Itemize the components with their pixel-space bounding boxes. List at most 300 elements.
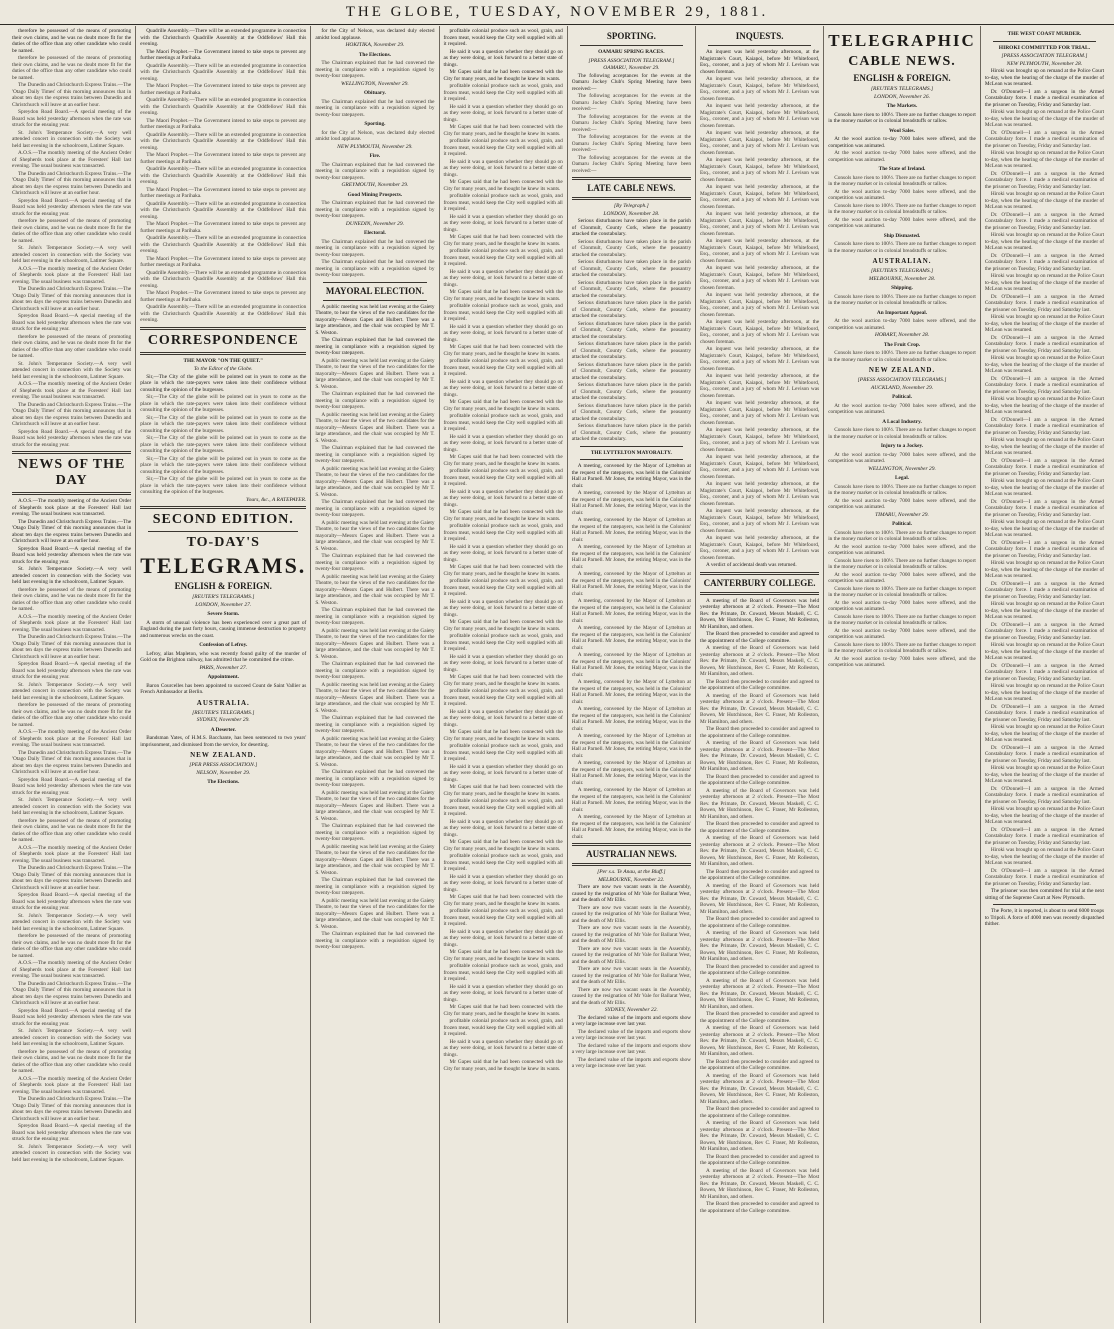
article-paragraph: therefore be possessed of the means of promoting their own claims, and he was no doubt more fit for the duties of the office than any other candidate who could be named.	[12, 1048, 132, 1074]
item-heading: Sporting.	[364, 121, 386, 127]
article-paragraph: The Maori Prophet.—The Government intend to take steps to prevent any further meetings at Parihaka.	[140, 48, 307, 61]
article-paragraph: The Dunedin and Christchurch Express Trains.—The 'Otago Daily Times' of this morning announces that in about ten days the express trains between Dunedin and Christchurch will leave at an earlier hour.	[12, 634, 132, 660]
dateline: DUNEDIN, November 29.	[345, 220, 404, 227]
article-paragraph: The Maori Prophet.—The Government intend to take steps to prevent any further meetings at Parihaka.	[140, 186, 307, 199]
article-paragraph: Consols have risen to 100½. There are no further changes to report in the money market or in colonial breadstuffs or tallow.	[828, 557, 976, 570]
article-paragraph: Dr. O'Donnell—I am a surgeon in the Armed Constabulary force. I made a medical examination of the prisoner on Tuesday, Friday and Saturday last.	[984, 744, 1105, 764]
item-heading: Political.	[892, 521, 912, 527]
article-paragraph: The Chairman explained that he had convened the meeting in compliance with a requisition signed by twenty-four ratepayers.	[315, 661, 435, 680]
article-paragraph: Consols have risen to 100½. There are no further changes to report in the money market or in colonial breadstuffs or tallow.	[828, 427, 976, 440]
item-heading: Ship Dismasted.	[883, 232, 921, 239]
article-paragraph: The Maori Prophet.—The Government intend to take steps to prevent any further meetings at Parihaka.	[140, 221, 307, 234]
item-heading: Injury to a Jockey.	[880, 443, 924, 449]
article-paragraph: therefore be possessed of the means of promoting their own claims, and he was no doubt more fit for the duties of the office than any other candidate who could be named.	[12, 218, 132, 244]
article-paragraph: Quadrille Assembly.—There will be an extended programme in connection with the Christchurch Quadrille Assembly at the Oddfellows' Hall this evening.	[140, 304, 307, 323]
item-heading: Appointment.	[207, 674, 239, 680]
rule	[148, 531, 298, 532]
column-4	[440, 26, 568, 1323]
article-paragraph: The Chairman explained that he had convened the meeting in compliance with a requisition signed by twenty-four ratepayers.	[315, 161, 435, 181]
article-paragraph: Hiroki was brought up on remand at the Police Court to-day, when the hearing of the charge of the murder of McLean was resumed.	[984, 68, 1105, 87]
article-paragraph: He said it was a question whether they should go on as they were doing, or look forward to a better state of things.	[443, 543, 563, 563]
article-paragraph: At the wool auction to-day 7000 bales were offered, and the competition was animated.	[828, 451, 976, 464]
article-paragraph: Dr. O'Donnell—I am a surgeon in the Armed Constabulary force. I made a medical examination of the prisoner on Tuesday, Friday and Saturday last.	[984, 826, 1105, 846]
item-heading: The Fruit Crop.	[883, 341, 921, 348]
article-paragraph: Spreydon Road Board.—A special meeting of the Board was held yesterday afternoon when the rate was struck for the ensuing year.	[12, 428, 132, 448]
item-heading: Obituary.	[363, 90, 386, 96]
article-paragraph: The declared value of the imports and exports show a very large increase over last year.	[571, 1042, 691, 1055]
item-heading: A Deserter.	[210, 726, 236, 733]
source-line: [REUTER'S TELEGRAMS.]	[192, 709, 255, 716]
article-paragraph: He said it was a question whether they should go on as they were doing, or look forward to a better state of things.	[443, 708, 563, 728]
article-paragraph: Dr. O'Donnell—I am a surgeon in the Armed Constabulary force. I made a medical examination of the prisoner on Tuesday, Friday and Saturday last.	[984, 88, 1105, 108]
article-paragraph: He said it was a question whether they should go on as they were doing, or look forward to a better state of things.	[443, 598, 563, 618]
article-paragraph: An inquest was held yesterday afternoon, at the Magistrate's Court, Kaiapoi, before Mr Whitefoord, Esq., coroner, and a jury of whom Mr J. Levison was chosen foreman.	[699, 535, 820, 561]
section-heading: LATE CABLE NEWS.	[587, 183, 676, 193]
article-paragraph: A.O.S.—The monthly meeting of the Ancient Order of Shepherds took place at the Foresters' Hall last evening. The usual business was transacted.	[12, 265, 132, 285]
article-paragraph: The Dunedin and Christchurch Express Trains.—The 'Otago Daily Times' of this morning announces that in about ten days the express trains between Dunedin and Christchurch will leave at an earlier hour.	[12, 518, 132, 544]
article-paragraph: A meeting, convened by the Mayor of Lyttelton at the request of the ratepayers, was held in the Colonists' Hall at Parnell. Mr Jones, the retiring Mayor, was in the chair.	[571, 544, 691, 570]
section-heading: INQUESTS.	[735, 31, 784, 41]
article-paragraph: He said it was a question whether they should go on as they were doing, or look forward to a better state of things.	[443, 1038, 563, 1058]
article-paragraph: He said it was a question whether they should go on as they were doing, or look forward to a better state of things.	[443, 213, 563, 233]
article-paragraph: A.O.S.—The monthly meeting of the Ancient Order of Shepherds took place at the Foresters' Hall last evening. The usual business was transacted.	[12, 729, 132, 748]
article-paragraph: Mr Gapes said that he had been connected with the City for many years, and he thought he knew its wants.	[443, 949, 563, 962]
article-paragraph: A meeting, convened by the Mayor of Lyttelton at the request of the ratepayers, was held in the Colonists' Hall at Parnell. Mr Jones, the retiring Mayor, was in the chair.	[571, 787, 691, 813]
dateline: OAMARU, November 29.	[603, 65, 660, 71]
article-paragraph: profitable colonial produce such as wool, grain, and frozen meat, would keep the City well supplied with all it required.	[443, 303, 563, 322]
rule	[580, 446, 683, 447]
article-paragraph: Spreydon Road Board.—A special meeting of the Board was held yesterday afternoon when the rate was struck for the ensuing year.	[12, 109, 132, 128]
rule	[993, 904, 1096, 905]
article-paragraph: The Dunedin and Christchurch Express Trains.—The 'Otago Daily Times' of this morning announces that in about ten days the express trains between Dunedin and Christchurch will leave at an earlier hour.	[12, 401, 132, 427]
item-heading: OAMARU SPRING RACES.	[598, 49, 665, 55]
article-paragraph: Mr Gapes said that he had been connected with the City for many years, and he thought he knew its wants.	[443, 454, 563, 467]
section-subheading: ENGLISH & FOREIGN.	[853, 73, 951, 83]
article-paragraph: Consols have risen to 100½. There are no further changes to report in the money market or in colonial breadstuffs or tallow.	[828, 641, 976, 654]
article-paragraph: The Board then proceeded to consider and agreed to the appointment of the College committee.	[699, 1106, 820, 1119]
rule	[323, 300, 426, 301]
dateline: GREYMOUTH, November 29.	[341, 182, 409, 188]
article-paragraph: Dr. O'Donnell—I am a surgeon in the Armed Constabulary force. I made a medical examination of the prisoner on Tuesday, Friday and Saturday last.	[984, 539, 1105, 559]
article-paragraph: therefore be possessed of the means of promoting their own claims, and he was no doubt more fit for the duties of the office than any other candidate who could be named.	[12, 55, 132, 81]
letter-salutation: To the Editor of the Globe.	[193, 366, 253, 372]
article-paragraph: Quadrille Assembly.—There will be an extended programme in connection with the Christchurch Quadrille Assembly at the Oddfellows' Hall this evening.	[140, 235, 307, 254]
article-paragraph: therefore be possessed of the means of promoting their own claims, and he was no doubt more fit for the duties of the office than any other candidate who could be named.	[12, 28, 132, 54]
article-paragraph: There are now two vacant seats in the Assembly, caused by the resignation of Mr Vale for Ballarat West, and the death of Mr Ellis.	[571, 904, 691, 924]
article-paragraph: Dr. O'Donnell—I am a surgeon in the Armed Constabulary force. I made a medical examination of the prisoner on Tuesday, Friday and Saturday last.	[984, 170, 1105, 190]
article-paragraph: St. John's Temperance Society.—A very well attended concert in connection with the Society was held last evening in the schoolroom, Latimer Square.	[12, 566, 132, 585]
article-paragraph: Baron Courcelles has been appointed to succeed Count de Saint Vallier as French Ambassador at Berlin.	[140, 682, 307, 695]
article-paragraph: Mr Gapes said that he had been connected with the City for many years, and he thought he knew its wants.	[443, 1004, 563, 1017]
article-paragraph: The Chairman explained that he had convened the meeting in compliance with a requisition signed by twenty-four ratepayers.	[315, 499, 435, 518]
article-paragraph: A.O.S.—The monthly meeting of the Ancient Order of Shepherds took place at the Foresters' Hall last evening. The usual business was transacted.	[12, 498, 132, 517]
article-paragraph: An inquest was held yesterday afternoon, at the Magistrate's Court, Kaiapoi, before Mr Whitefoord, Esq., coroner, and a jury of whom Mr J. Levison was chosen foreman.	[699, 481, 820, 507]
double-rule	[572, 843, 691, 846]
article-paragraph: Hiroki was brought up on remand at the Police Court to-day, when the hearing of the charge of the murder of McLean was resumed.	[984, 560, 1105, 579]
article-paragraph: profitable colonial produce such as wool, grain, and frozen meat, would keep the City well supplied with all it required.	[443, 28, 563, 47]
section-heading: TELEGRAMS.	[140, 553, 307, 578]
dateline: MELBOURNE, November 28.	[868, 275, 936, 282]
article-paragraph: The Chairman explained that he had convened the meeting in compliance with a requisition signed by twenty-four ratepayers.	[315, 769, 435, 788]
double-rule	[140, 352, 306, 355]
column-6	[696, 26, 824, 1323]
section-heading: CANTERBURY COLLEGE.	[703, 577, 816, 588]
article-paragraph: A storm of unusual violence has been experienced over a great part of England during the past forty hours, causing immense destruction to property and numerous wrecks on the coast.	[140, 619, 307, 639]
dateline: AUCKLAND, November 29.	[870, 384, 934, 391]
article-paragraph: A meeting of the Board of Governors was held yesterday afternoon at 2 o'clock. Present—The Most Rev. the Primate, Dr. Coward, Messrs Maskell, C. C. Bowen, Mr Hutchinson, Rev C. Fraser, Mr Rolleston, Mr Hamilton, and others.	[699, 787, 820, 820]
article-paragraph: Serious disturbances have taken place in the parish of Clonmult, County Cork, where the peasantry attacked the constabulary.	[571, 361, 691, 381]
article-paragraph: profitable colonial produce such as wool, grain, and frozen meat, would keep the City well supplied with all it required.	[443, 908, 563, 927]
article-paragraph: Hiroki was brought up on remand at the Police Court to-day, when the hearing of the charge of the murder of McLean was resumed.	[984, 109, 1105, 128]
article-paragraph: At the wool auction to-day 7000 bales were offered, and the competition was animated.	[828, 599, 976, 612]
article-paragraph: A public meeting was held last evening at the Gaiety Theatre, to hear the views of the two candidates for the mayoralty—Messrs Gapes and Hulbert. There was a large attendance, and the chair was occupied by Mr T. S. Weston.	[315, 897, 435, 930]
article-paragraph: Dr. O'Donnell—I am a surgeon in the Armed Constabulary force. I made a medical examination of the prisoner on Tuesday, Friday and Saturday last.	[984, 129, 1105, 149]
section-heading: NEWS OF THE DAY	[17, 457, 126, 488]
article-paragraph: for the City of Nelson, was declared duly elected amidst loud applause.	[315, 28, 435, 41]
section-heading: THE WEST COAST MURDER.	[1007, 31, 1082, 37]
article-paragraph: Mr Gapes said that he had been connected with the City for many years, and he thought he knew its wants.	[443, 289, 563, 302]
article-paragraph: Serious disturbances have taken place in the parish of Clonmult, County Cork, where the peasantry attacked the constabulary.	[571, 259, 691, 278]
article-paragraph: At the wool auction to-day 7000 bales were offered, and the competition was animated.	[828, 318, 976, 331]
article-paragraph: The Chairman explained that he had convened the meeting in compliance with a requisition signed by twenty-four ratepayers.	[315, 238, 435, 258]
article-paragraph: Dr. O'Donnell—I am a surgeon in the Armed Constabulary force. I made a medical examination of the prisoner on Tuesday, Friday and Saturday last.	[984, 867, 1105, 887]
article-paragraph: An inquest was held yesterday afternoon, at the Magistrate's Court, Kaiapoi, before Mr Whitefoord, Esq., coroner, and a jury of whom Mr J. Levison was chosen foreman.	[699, 292, 820, 318]
article-paragraph: The Maori Prophet.—The Government intend to take steps to prevent any further meetings at Parihaka.	[140, 117, 307, 130]
article-paragraph: profitable colonial produce such as wool, grain, and frozen meat, would keep the City well supplied with all it required.	[443, 853, 563, 872]
article-paragraph: The Chairman explained that he had convened the meeting in compliance with a requisition signed by twenty-four ratepayers.	[315, 715, 435, 734]
article-paragraph: profitable colonial produce such as wool, grain, and frozen meat, would keep the City well supplied with all it required.	[443, 963, 563, 982]
rule	[993, 41, 1096, 42]
article-paragraph: An inquest was held yesterday afternoon, at the Magistrate's Court, Kaiapoi, before Mr Whitefoord, Esq., coroner, and a jury of whom Mr J. Levison was chosen foreman.	[699, 508, 820, 534]
dateline: SYDNEY, November 29.	[196, 717, 250, 723]
article-paragraph: Bandsman Yates, of H.M.S. Bacchante, has been sentenced to two years' imprisonment, and dismissed from the service, for deserting.	[140, 735, 307, 748]
article-paragraph: Hiroki was brought up on remand at the Police Court to-day, when the hearing of the charge of the murder of McLean was resumed.	[984, 314, 1105, 333]
section-heading: MAYORAL ELECTION.	[325, 285, 425, 296]
article-paragraph: He said it was a question whether they should go on as they were doing, or look forward to a better state of things.	[443, 873, 563, 893]
article-paragraph: The Dunedin and Christchurch Express Trains.—The 'Otago Daily Times' of this morning announces that in about ten days the express trains between Dunedin and Christchurch will leave at an earlier hour.	[12, 980, 132, 1006]
article-paragraph: Serious disturbances have taken place in the parish of Clonmult, County Cork, where the peasantry attacked the constabulary.	[571, 341, 691, 360]
article-paragraph: Consols have risen to 100½. There are no further changes to report in the money market or in colonial breadstuffs or tallow.	[828, 350, 976, 363]
article-paragraph: A meeting of the Board of Governors was held yesterday afternoon at 2 o'clock. Present—The Most Rev. the Primate, Dr. Coward, Messrs Maskell, C. C. Bowen, Mr Hutchinson, Rev C. Fraser, Mr Rolleston, Mr Hamilton, and others.	[699, 835, 820, 867]
article-paragraph: Hiroki was brought up on remand at the Police Court to-day, when the hearing of the charge of the murder of McLean was resumed.	[984, 150, 1105, 169]
article-paragraph: An inquest was held yesterday afternoon, at the Magistrate's Court, Kaiapoi, before Mr Whitefoord, Esq., coroner, and a jury of whom Mr J. Levison was chosen foreman.	[699, 76, 820, 102]
article-paragraph: He said it was a question whether they should go on as they were doing, or look forward to a better state of things.	[443, 928, 563, 948]
dateline: TIMARU, November 29.	[875, 511, 929, 518]
article-paragraph: Mr Gapes said that he had been connected with the City for many years, and he thought he knew its wants.	[443, 784, 563, 797]
article-paragraph: The Dunedin and Christchurch Express Trains.—The 'Otago Daily Times' of this morning announces that in about ten days the express trains between Dunedin and Christchurch will leave at an earlier hour.	[12, 170, 132, 196]
article-paragraph: Sir,—The City of the globe will be pointed out in years to come as the place in which the rate-payers were taken into their confidence without consulting the opinion of the burgesses.	[140, 414, 307, 434]
article-paragraph: Dr. O'Donnell—I am a surgeon in the Armed Constabulary force. I made a medical examination of the prisoner on Tuesday, Friday and Saturday last.	[984, 621, 1105, 641]
article-paragraph: The Chairman explained that he had convened the meeting in compliance with a requisition signed by twenty-four ratepayers.	[315, 259, 435, 278]
dateline: MELBOURNE, November 22.	[598, 876, 665, 883]
item-heading: Legal.	[895, 475, 909, 481]
article-paragraph: A meeting, convened by the Mayor of Lyttelton at the request of the ratepayers, was held in the Colonists' Hall at Parnell. Mr Jones, the retiring Mayor, was in the chair.	[571, 760, 691, 786]
article-paragraph: A public meeting was held last evening at the Gaiety Theatre, to hear the views of the two candidates for the mayoralty—Messrs Gapes and Hulbert. There was a large attendance, and the chair was occupied by Mr T. S. Weston.	[315, 573, 435, 606]
rule	[323, 282, 426, 283]
article-paragraph: A meeting of the Board of Governors was held yesterday afternoon at 2 o'clock. Present—The Most Rev. the Primate, Dr. Coward, Messrs Maskell, C. C. Bowen, Mr Hutchinson, Rev C. Fraser, Mr Rolleston, Mr Hamilton, and others.	[699, 692, 820, 725]
article-paragraph: St. John's Temperance Society.—A very well attended concert in connection with the Society was held last evening in the schoolroom, Latimer Square.	[12, 1143, 132, 1163]
article-paragraph: Consols have risen to 100½. There are no further changes to report in the money market or in colonial breadstuffs or tallow.	[828, 483, 976, 496]
dateline: SYDNEY, November 22.	[604, 1007, 658, 1013]
article-paragraph: A meeting of the Board of Governors was held yesterday afternoon at 2 o'clock. Present—The Most Rev. the Primate, Dr. Coward, Messrs Maskell, C. C. Bowen, Mr Hutchinson, Rev C. Fraser, Mr Rolleston, Mr Hamilton, and others.	[699, 930, 820, 962]
article-paragraph: Hiroki was brought up on remand at the Police Court to-day, when the hearing of the charge of the murder of McLean was resumed.	[984, 396, 1105, 415]
article-paragraph: He said it was a question whether they should go on as they were doing, or look forward to a better state of things.	[443, 103, 563, 123]
article-paragraph: Serious disturbances have taken place in the parish of Clonmult, County Cork, where the peasantry attacked the constabulary.	[571, 238, 691, 258]
article-paragraph: profitable colonial produce such as wool, grain, and frozen meat, would keep the City well supplied with all it required.	[443, 633, 563, 652]
column-7	[824, 26, 981, 1323]
article-paragraph: Consols have risen to 100½. There are no further changes to report in the money market or in colonial breadstuffs or tallow.	[828, 585, 976, 598]
article-paragraph: A meeting, convened by the Mayor of Lyttelton at the request of the ratepayers, was held in the Colonists' Hall at Parnell. Mr Jones, the retiring Mayor, was in the chair.	[571, 625, 691, 651]
rule	[580, 459, 683, 460]
section-heading: CABLE NEWS.	[848, 54, 956, 69]
article-paragraph: therefore be possessed of the means of promoting their own claims, and he was no doubt more fit for the duties of the office than any other candidate who could be named.	[12, 586, 132, 612]
article-paragraph: A meeting of the Board of Governors was held yesterday afternoon at 2 o'clock. Present—The Most Rev. the Primate, Dr. Coward, Messrs Maskell, C. C. Bowen, Mr Hutchinson, Rev C. Fraser, Mr Rolleston, Mr Hamilton, and others.	[699, 977, 820, 1010]
article-paragraph: A public meeting was held last evening at the Gaiety Theatre, to hear the views of the two candidates for the mayoralty—Messrs Gapes and Hulbert. There was a large attendance, and the chair was occupied by Mr T. S. Weston.	[315, 681, 435, 714]
article-paragraph: An inquest was held yesterday afternoon, at the Magistrate's Court, Kaiapoi, before Mr Whitefoord, Esq., coroner, and a jury of whom Mr J. Levison was chosen foreman.	[699, 49, 820, 75]
source-line: [PRESS ASSOCIATION TELEGRAMS.]	[857, 377, 947, 383]
article-paragraph: Mr Gapes said that he had been connected with the City for many years, and he thought he knew its wants.	[443, 509, 563, 522]
source-line: [PRESS ASSOCIATION TELEGRAM.]	[1001, 53, 1088, 59]
double-rule	[12, 451, 131, 454]
article-paragraph: Hiroki was brought up on remand at the Police Court to-day, when the hearing of the charge of the murder of McLean was resumed.	[984, 683, 1105, 702]
article-paragraph: The Board then proceeded to consider and agreed to the appointment of the College committee.	[699, 1011, 820, 1024]
article-paragraph: Spreydon Road Board.—A special meeting of the Board was held yesterday afternoon when the rate was struck for the ensuing year.	[12, 1007, 132, 1027]
article-paragraph: The declared value of the imports and exports show a very large increase over last year.	[571, 1014, 691, 1027]
article-paragraph: profitable colonial produce such as wool, grain, and frozen meat, would keep the City well supplied with all it required.	[443, 578, 563, 597]
article-paragraph: A meeting, convened by the Mayor of Lyttelton at the request of the ratepayers, was held in the Colonists' Hall at Parnell. Mr Jones, the retiring Mayor, was in the chair.	[571, 517, 691, 543]
article-paragraph: Dr. O'Donnell—I am a surgeon in the Armed Constabulary force. I made a medical examination of the prisoner on Tuesday, Friday and Saturday last.	[984, 334, 1105, 354]
dateline: WELLINGTON, November 29.	[341, 80, 409, 87]
article-paragraph: The Dunedin and Christchurch Express Trains.—The 'Otago Daily Times' of this morning announces that in about ten days the express trains between Dunedin and Christchurch will leave at an earlier hour.	[12, 286, 132, 312]
article-paragraph: A meeting of the Board of Governors was held yesterday afternoon at 2 o'clock. Present—The Most Rev. the Primate, Dr. Coward, Messrs Maskell, C. C. Bowen, Mr Hutchinson, Rev C. Fraser, Mr Rolleston, Mr Hamilton, and others.	[699, 740, 820, 772]
item-heading: The Elections.	[207, 779, 240, 785]
article-paragraph: The Chairman explained that he had convened the meeting in compliance with a requisition signed by twenty-four ratepayers.	[315, 445, 435, 464]
article-paragraph: A.O.S.—The monthly meeting of the Ancient Order of Shepherds took place at the Foresters' Hall last evening. The usual business was transacted.	[12, 844, 132, 864]
article-paragraph: The Chairman explained that he had convened the meeting in compliance with a requisition signed by twenty-four ratepayers.	[315, 60, 435, 79]
section-heading: TO-DAY'S	[186, 535, 260, 550]
article-paragraph: The Board then proceeded to consider and agreed to the appointment of the College committee.	[699, 916, 820, 929]
article-paragraph: Serious disturbances have taken place in the parish of Clonmult, County Cork, where the peasantry attacked the constabulary.	[571, 320, 691, 340]
article-paragraph: A public meeting was held last evening at the Gaiety Theatre, to hear the views of the two candidates for the mayoralty—Messrs Gapes and Hulbert. There was a large attendance, and the chair was occupied by Mr T. S. Weston.	[315, 465, 435, 498]
article-paragraph: The Board then proceeded to consider and agreed to the appointment of the College committee.	[699, 678, 820, 691]
article-paragraph: A.O.S.—The monthly meeting of the Ancient Order of Shepherds took place at the Foresters' Hall last evening. The usual business was transacted.	[12, 1075, 132, 1095]
dateline: WELLINGTON, November 29.	[868, 465, 936, 472]
article-paragraph: At the wool auction to-day 7000 bales were offered, and the competition was animated.	[828, 188, 976, 201]
dateline: HOBART, November 28.	[874, 332, 930, 338]
article-paragraph: Quadrille Assembly.—There will be an extended programme in connection with the Christchurch Quadrille Assembly at the Oddfellows' Hall this evening.	[140, 166, 307, 185]
source-line: [REUTER'S TELEGRAMS.]	[870, 268, 934, 274]
article-paragraph: Hiroki was brought up on remand at the Police Court to-day, when the hearing of the charge of the murder of McLean was resumed.	[984, 191, 1105, 210]
article-paragraph: Consols have risen to 100½. There are no further changes to report in the money market or in colonial breadstuffs or tallow.	[828, 529, 976, 542]
article-paragraph: At the wool auction to-day 7000 bales were offered, and the competition was animated.	[828, 543, 976, 556]
article-paragraph: Mr Gapes said that he had been connected with the City for many years, and he thought he knew its wants.	[443, 179, 563, 192]
item-heading: Electoral.	[363, 230, 386, 236]
article-paragraph: Quadrille Assembly.—There will be an extended programme in connection with the Christchurch Quadrille Assembly at the Oddfellows' Hall this evening.	[140, 131, 307, 151]
article-paragraph: The following acceptances for the events at the Oamaru Jockey Club's Spring Meeting have been received:—	[571, 134, 691, 153]
dateline: LONDON, November 28.	[603, 210, 660, 217]
article-paragraph: Dr. O'Donnell—I am a surgeon in the Armed Constabulary force. I made a medical examination of the prisoner on Tuesday, Friday and Saturday last.	[984, 703, 1105, 723]
article-paragraph: An inquest was held yesterday afternoon, at the Magistrate's Court, Kaiapoi, before Mr Whitefoord, Esq., coroner, and a jury of whom Mr J. Levison was chosen foreman.	[699, 400, 820, 426]
masthead: THE GLOBE, TUESDAY, NOVEMBER 29, 1881.	[0, 0, 1114, 25]
article-paragraph: Mr Gapes said that he had been connected with the City for many years, and he thought he knew its wants.	[443, 69, 563, 82]
article-paragraph: Quadrille Assembly.—There will be an extended programme in connection with the Christchurch Quadrille Assembly at the Oddfellows' Hall this evening.	[140, 28, 307, 47]
source-line: [REUTER'S TELEGRAMS.]	[870, 86, 934, 92]
article-paragraph: The prisoner was then committed for trial at the next sitting of the Supreme Court at New Plymouth.	[984, 888, 1105, 901]
article-paragraph: Spreydon Road Board.—A special meeting of the Board was held yesterday afternoon when the rate was struck for the ensuing year.	[12, 776, 132, 796]
source-line: [By Telegraph.]	[613, 203, 649, 209]
article-paragraph: The Maori Prophet.—The Government intend to take steps to prevent any further meetings at Parihaka.	[140, 255, 307, 268]
article-paragraph: profitable colonial produce such as wool, grain, and frozen meat, would keep the City well supplied with all it required.	[443, 193, 563, 212]
article-paragraph: The Maori Prophet.—The Government intend to take steps to prevent any further meetings at Parihaka.	[140, 83, 307, 96]
article-paragraph: The following acceptances for the events at the Oamaru Jockey Club's Spring Meeting have been received:—	[571, 72, 691, 92]
article-paragraph: The Chairman explained that he had convened the meeting in compliance with a requisition signed by twenty-four ratepayers.	[315, 200, 435, 219]
double-rule	[140, 327, 306, 330]
article-paragraph: The following acceptances for the events at the Oamaru Jockey Club's Spring Meeting have been received:—	[571, 93, 691, 112]
item-heading: Severe Storm.	[207, 611, 240, 617]
rule	[708, 45, 811, 46]
article-paragraph: Dr. O'Donnell—I am a surgeon in the Armed Constabulary force. I made a medical examination of the prisoner on Tuesday, Friday and Saturday last.	[984, 293, 1105, 313]
article-paragraph: The Maori Prophet.—The Government intend to take steps to prevent any further meetings at Parihaka.	[140, 152, 307, 165]
article-paragraph: Serious disturbances have taken place in the parish of Clonmult, County Cork, where the peasantry attacked the constabulary.	[571, 279, 691, 299]
article-paragraph: Sir,—The City of the globe will be pointed out in years to come as the place in which the rate-payers were taken into their confidence without consulting the opinion of the burgesses.	[140, 373, 307, 393]
article-paragraph: Serious disturbances have taken place in the parish of Clonmult, County Cork, where the peasantry attacked the constabulary.	[571, 402, 691, 422]
article-paragraph: An inquest was held yesterday afternoon, at the Magistrate's Court, Kaiapoi, before Mr Whitefoord, Esq., coroner, and a jury of whom Mr J. Levison was chosen foreman.	[699, 454, 820, 480]
article-paragraph: Quadrille Assembly.—There will be an extended programme in connection with the Christchurch Quadrille Assembly at the Oddfellows' Hall this evening.	[140, 97, 307, 116]
section-heading: AUSTRALIAN NEWS.	[586, 849, 677, 859]
article-paragraph: for the City of Nelson, was declared duly elected amidst loud applause.	[315, 129, 435, 142]
article-paragraph: Dr. O'Donnell—I am a surgeon in the Armed Constabulary force. I made a medical examination of the prisoner on Tuesday, Friday and Saturday last.	[984, 252, 1105, 272]
article-paragraph: He said it was a question whether they should go on as they were doing, or look forward to a better state of things.	[443, 763, 563, 783]
article-paragraph: The declared value of the imports and exports show a very large increase over last year.	[571, 1028, 691, 1041]
article-paragraph: At the wool auction to-day 7000 bales were offered, and the competition was animated.	[828, 627, 976, 640]
article-paragraph: A meeting, convened by the Mayor of Lyttelton at the request of the ratepayers, was held in the Colonists' Hall at Parnell. Mr Jones, the retiring Mayor, was in the chair.	[571, 814, 691, 840]
item-heading: Confession of Lefroy.	[199, 642, 248, 648]
article-paragraph: A.O.S.—The monthly meeting of the Ancient Order of Shepherds took place at the Foresters' Hall last evening. The usual business was transacted.	[12, 960, 132, 979]
article-paragraph: The Porte, it is reported, is about to send 6000 troops to Tripoli. A force of 4000 men was recently dispatched thither.	[984, 908, 1105, 927]
article-paragraph: The Board then proceeded to consider and agreed to the appointment of the College committee.	[699, 868, 820, 881]
source-line: [Per s.s. Te Anau, at the Bluff.]	[597, 869, 666, 875]
article-paragraph: A meeting, convened by the Mayor of Lyttelton at the request of the ratepayers, was held in the Colonists' Hall at Parnell. Mr Jones, the retiring Mayor, was in the chair.	[571, 490, 691, 516]
dateline: HOKITIKA, November 29.	[345, 42, 405, 48]
dateline: LONDON, November 27.	[195, 601, 252, 608]
article-paragraph: At the wool auction to-day 7000 bales were offered, and the competition was animated.	[828, 497, 976, 510]
article-paragraph: Hiroki was brought up on remand at the Police Court to-day, when the hearing of the charge of the murder of McLean was resumed.	[984, 724, 1105, 743]
article-paragraph: Mr Gapes said that he had been connected with the City for many years, and he thought he knew its wants.	[443, 124, 563, 137]
article-paragraph: profitable colonial produce such as wool, grain, and frozen meat, would keep the City well supplied with all it required.	[443, 413, 563, 432]
letter-title: THE MAYOR "ON THE QUIET."	[183, 357, 264, 364]
article-paragraph: The Chairman explained that he had convened the meeting in compliance with a requisition signed by twenty-four ratepayers.	[315, 337, 435, 356]
article-paragraph: The following acceptances for the events at the Oamaru Jockey Club's Spring Meeting have been received:—	[571, 154, 691, 174]
article-paragraph: At the wool auction to-day 7000 bales were offered, and the competition was animated.	[828, 402, 976, 415]
article-paragraph: The Board then proceeded to consider and agreed to the appointment of the College committee.	[699, 1201, 820, 1214]
article-paragraph: The Dunedin and Christchurch Express Trains.—The 'Otago Daily Times' of this morning announces that in about ten days the express trains between Dunedin and Christchurch will leave at an earlier hour.	[12, 749, 132, 775]
article-paragraph: A meeting of the Board of Governors was held yesterday afternoon at 2 o'clock. Present—The Most Rev. the Primate, Dr. Coward, Messrs Maskell, C. C. Bowen, Mr Hutchinson, Rev C. Fraser, Mr Rolleston, Mr Hamilton, and others.	[699, 645, 820, 677]
article-paragraph: The Chairman explained that he had convened the meeting in compliance with a requisition signed by twenty-four ratepayers.	[315, 391, 435, 410]
article-paragraph: profitable colonial produce such as wool, grain, and frozen meat, would keep the City well supplied with all it required.	[443, 83, 563, 102]
article-paragraph: He said it was a question whether they should go on as they were doing, or look forward to a better state of things.	[443, 433, 563, 453]
article-paragraph: profitable colonial produce such as wool, grain, and frozen meat, would keep the City well supplied with all it required.	[443, 248, 563, 267]
column-1	[8, 26, 136, 1323]
article-paragraph: profitable colonial produce such as wool, grain, and frozen meat, would keep the City well supplied with all it required.	[443, 798, 563, 817]
article-paragraph: There are now two vacant seats in the Assembly, caused by the resignation of Mr Vale for Ballarat West, and the death of Mr Ellis.	[571, 945, 691, 965]
dateline: NEW PLYMOUTH, November 29.	[337, 143, 413, 150]
article-paragraph: An inquest was held yesterday afternoon, at the Magistrate's Court, Kaiapoi, before Mr Whitefoord, Esq., coroner, and a jury of whom Mr J. Levison was chosen foreman.	[699, 157, 820, 183]
article-paragraph: Sir,—The City of the globe will be pointed out in years to come as the place in which the rate-payers were taken into their confidence without consulting the opinion of the burgesses.	[140, 435, 307, 454]
column-5	[568, 26, 696, 1323]
article-paragraph: A public meeting was held last evening at the Gaiety Theatre, to hear the views of the two candidates for the mayoralty—Messrs Gapes and Hulbert. There was a large attendance, and the chair was occupied by Mr T. S. Weston.	[315, 519, 435, 552]
article-paragraph: The Maori Prophet.—The Government intend to take steps to prevent any further meetings at Parihaka.	[140, 290, 307, 303]
article-paragraph: St. John's Temperance Society.—A very well attended concert in connection with the Society was held last evening in the schoolroom, Latimer Square.	[12, 1028, 132, 1047]
section-heading: TELEGRAPHIC	[828, 31, 976, 50]
section-subheading: HIROKI COMMITTED FOR TRIAL.	[998, 44, 1091, 51]
article-paragraph: Mr Gapes said that he had been connected with the City for many years, and he thought he knew its wants.	[443, 399, 563, 412]
article-paragraph: Dr. O'Donnell—I am a surgeon in the Armed Constabulary force. I made a medical examination of the prisoner on Tuesday, Friday and Saturday last.	[984, 498, 1105, 518]
article-paragraph: Dr. O'Donnell—I am a surgeon in the Armed Constabulary force. I made a medical examination of the prisoner on Tuesday, Friday and Saturday last.	[984, 662, 1105, 682]
section-heading: NEW ZEALAND.	[868, 366, 936, 374]
article-paragraph: He said it was a question whether they should go on as they were doing, or look forward to a better state of things.	[443, 488, 563, 508]
article-paragraph: An inquest was held yesterday afternoon, at the Magistrate's Court, Kaiapoi, before Mr Whitefoord, Esq., coroner, and a jury of whom Mr J. Levison was chosen foreman.	[699, 184, 820, 210]
article-paragraph: An inquest was held yesterday afternoon, at the Magistrate's Court, Kaiapoi, before Mr Whitefoord, Esq., coroner, and a jury of whom Mr J. Levison was chosen foreman.	[699, 238, 820, 264]
article-paragraph: Mr Gapes said that he had been connected with the City for many years, and he thought he knew its wants.	[443, 619, 563, 632]
article-paragraph: An inquest was held yesterday afternoon, at the Magistrate's Court, Kaiapoi, before Mr Whitefoord, Esq., coroner, and a jury of whom Mr J. Levison was chosen foreman.	[699, 130, 820, 156]
section-heading: AUSTRALIAN.	[872, 257, 932, 265]
article-paragraph: Dr. O'Donnell—I am a surgeon in the Armed Constabulary force. I made a medical examination of the prisoner on Tuesday, Friday and Saturday last.	[984, 457, 1105, 477]
article-paragraph: A meeting, convened by the Mayor of Lyttelton at the request of the ratepayers, was held in the Colonists' Hall at Parnell. Mr Jones, the retiring Mayor, was in the chair.	[571, 571, 691, 597]
article-paragraph: Consols have risen to 100½. There are no further changes to report in the money market or in colonial breadstuffs or tallow.	[828, 241, 976, 254]
article-paragraph: Mr Gapes said that he had been connected with the City for many years, and he thought he knew its wants.	[443, 894, 563, 907]
article-paragraph: Quadrille Assembly.—There will be an extended programme in connection with the Christchurch Quadrille Assembly at the Oddfellows' Hall this evening.	[140, 269, 307, 289]
article-paragraph: Mr Gapes said that he had been connected with the City for many years, and he thought he knew its wants.	[443, 344, 563, 357]
article-paragraph: There are now two vacant seats in the Assembly, caused by the resignation of Mr Vale for Ballarat West, and the death of Mr Ellis.	[571, 884, 691, 903]
article-paragraph: Dr. O'Donnell—I am a surgeon in the Armed Constabulary force. I made a medical examination of the prisoner on Tuesday, Friday and Saturday last.	[984, 416, 1105, 436]
article-paragraph: A meeting of the Board of Governors was held yesterday afternoon at 2 o'clock. Present—The Most Rev. the Primate, Dr. Coward, Messrs Maskell, C. C. Bowen, Mr Hutchinson, Rev C. Fraser, Mr Rolleston, Mr Hamilton, and others.	[699, 597, 820, 630]
article-paragraph: He said it was a question whether they should go on as they were doing, or look forward to a better state of things.	[443, 378, 563, 398]
dateline: PARIS, November 27.	[199, 664, 248, 671]
article-paragraph: An inquest was held yesterday afternoon, at the Magistrate's Court, Kaiapoi, before Mr Whitefoord, Esq., coroner, and a jury of whom Mr J. Levison was chosen foreman.	[699, 265, 820, 291]
article-paragraph: The Chairman explained that he had convened the meeting in compliance with a requisition signed by twenty-four ratepayers.	[315, 553, 435, 572]
article-paragraph: Mr Gapes said that he had been connected with the City for many years, and he thought he knew its wants.	[443, 564, 563, 577]
article-paragraph: He said it was a question whether they should go on as they were doing, or look forward to a better state of things.	[443, 268, 563, 288]
article-paragraph: Sir,—The City of the globe will be pointed out in years to come as the place in which the rate-payers were taken into their confidence without consulting the opinion of the burgesses.	[140, 476, 307, 495]
article-paragraph: Hiroki was brought up on remand at the Police Court to-day, when the hearing of the charge of the murder of McLean was resumed.	[984, 847, 1105, 866]
article-paragraph: A.O.S.—The monthly meeting of the Ancient Order of Shepherds took place at the Foresters' Hall last evening. The usual business was transacted.	[12, 613, 132, 633]
article-paragraph: The Chairman explained that he had convened the meeting in compliance with a requisition signed by twenty-four ratepayers.	[315, 931, 435, 950]
article-paragraph: A public meeting was held last evening at the Gaiety Theatre, to hear the views of the two candidates for the mayoralty—Messrs Gapes and Hulbert. There was a large attendance, and the chair was occupied by Mr T. S. Weston.	[315, 357, 435, 390]
item-heading: An Important Appeal.	[876, 309, 928, 316]
article-paragraph: Serious disturbances have taken place in the parish of Clonmult, County Cork, where the peasantry attacked the constabulary.	[571, 218, 691, 237]
edition-heading: SECOND EDITION.	[152, 512, 294, 527]
section-heading: SPORTING.	[606, 31, 656, 41]
article-paragraph: A public meeting was held last evening at the Gaiety Theatre, to hear the views of the two candidates for the mayoralty—Messrs Gapes and Hulbert. There was a large attendance, and the chair was occupied by Mr T. S. Weston.	[315, 303, 435, 336]
article-paragraph: A.O.S.—The monthly meeting of the Ancient Order of Shepherds took place at the Foresters' Hall last evening. The usual business was transacted.	[12, 150, 132, 169]
source-line: [REUTER'S TELEGRAMS.]	[192, 594, 255, 600]
article-paragraph: Spreydon Road Board.—A special meeting of the Board was held yesterday afternoon when the rate was struck for the ensuing year.	[12, 892, 132, 911]
article-paragraph: Mr Gapes said that he had been connected with the City for many years, and he thought he knew its wants.	[443, 1059, 563, 1072]
dateline: NELSON, November 29.	[196, 769, 251, 776]
article-paragraph: Spreydon Road Board.—A special meeting of the Board was held yesterday afternoon when the rate was struck for the ensuing year.	[12, 313, 132, 332]
article-paragraph: He said it was a question whether they should go on as they were doing, or look forward to a better state of things.	[443, 983, 563, 1003]
article-paragraph: At the wool auction to-day 7000 bales were offered, and the competition was animated.	[828, 571, 976, 584]
item-heading: Fire.	[369, 153, 381, 159]
article-paragraph: profitable colonial produce such as wool, grain, and frozen meat, would keep the City well supplied with all it required.	[443, 688, 563, 707]
article-paragraph: Spreydon Road Board.—A special meeting of the Board was held yesterday afternoon when the rate was struck for the ensuing year.	[12, 661, 132, 680]
article-paragraph: The Board then proceeded to consider and agreed to the appointment of the College committee.	[699, 773, 820, 786]
section-subheading: ENGLISH & FOREIGN.	[174, 581, 272, 591]
article-paragraph: A meeting, convened by the Mayor of Lyttelton at the request of the ratepayers, was held in the Colonists' Hall at Parnell. Mr Jones, the retiring Mayor, was in the chair.	[571, 706, 691, 732]
article-paragraph: Spreydon Road Board.—A special meeting of the Board was held yesterday afternoon when the rate was struck for the ensuing year.	[12, 197, 132, 217]
dateline: LONDON, November 26.	[874, 93, 930, 100]
item-heading: Political.	[892, 394, 912, 400]
